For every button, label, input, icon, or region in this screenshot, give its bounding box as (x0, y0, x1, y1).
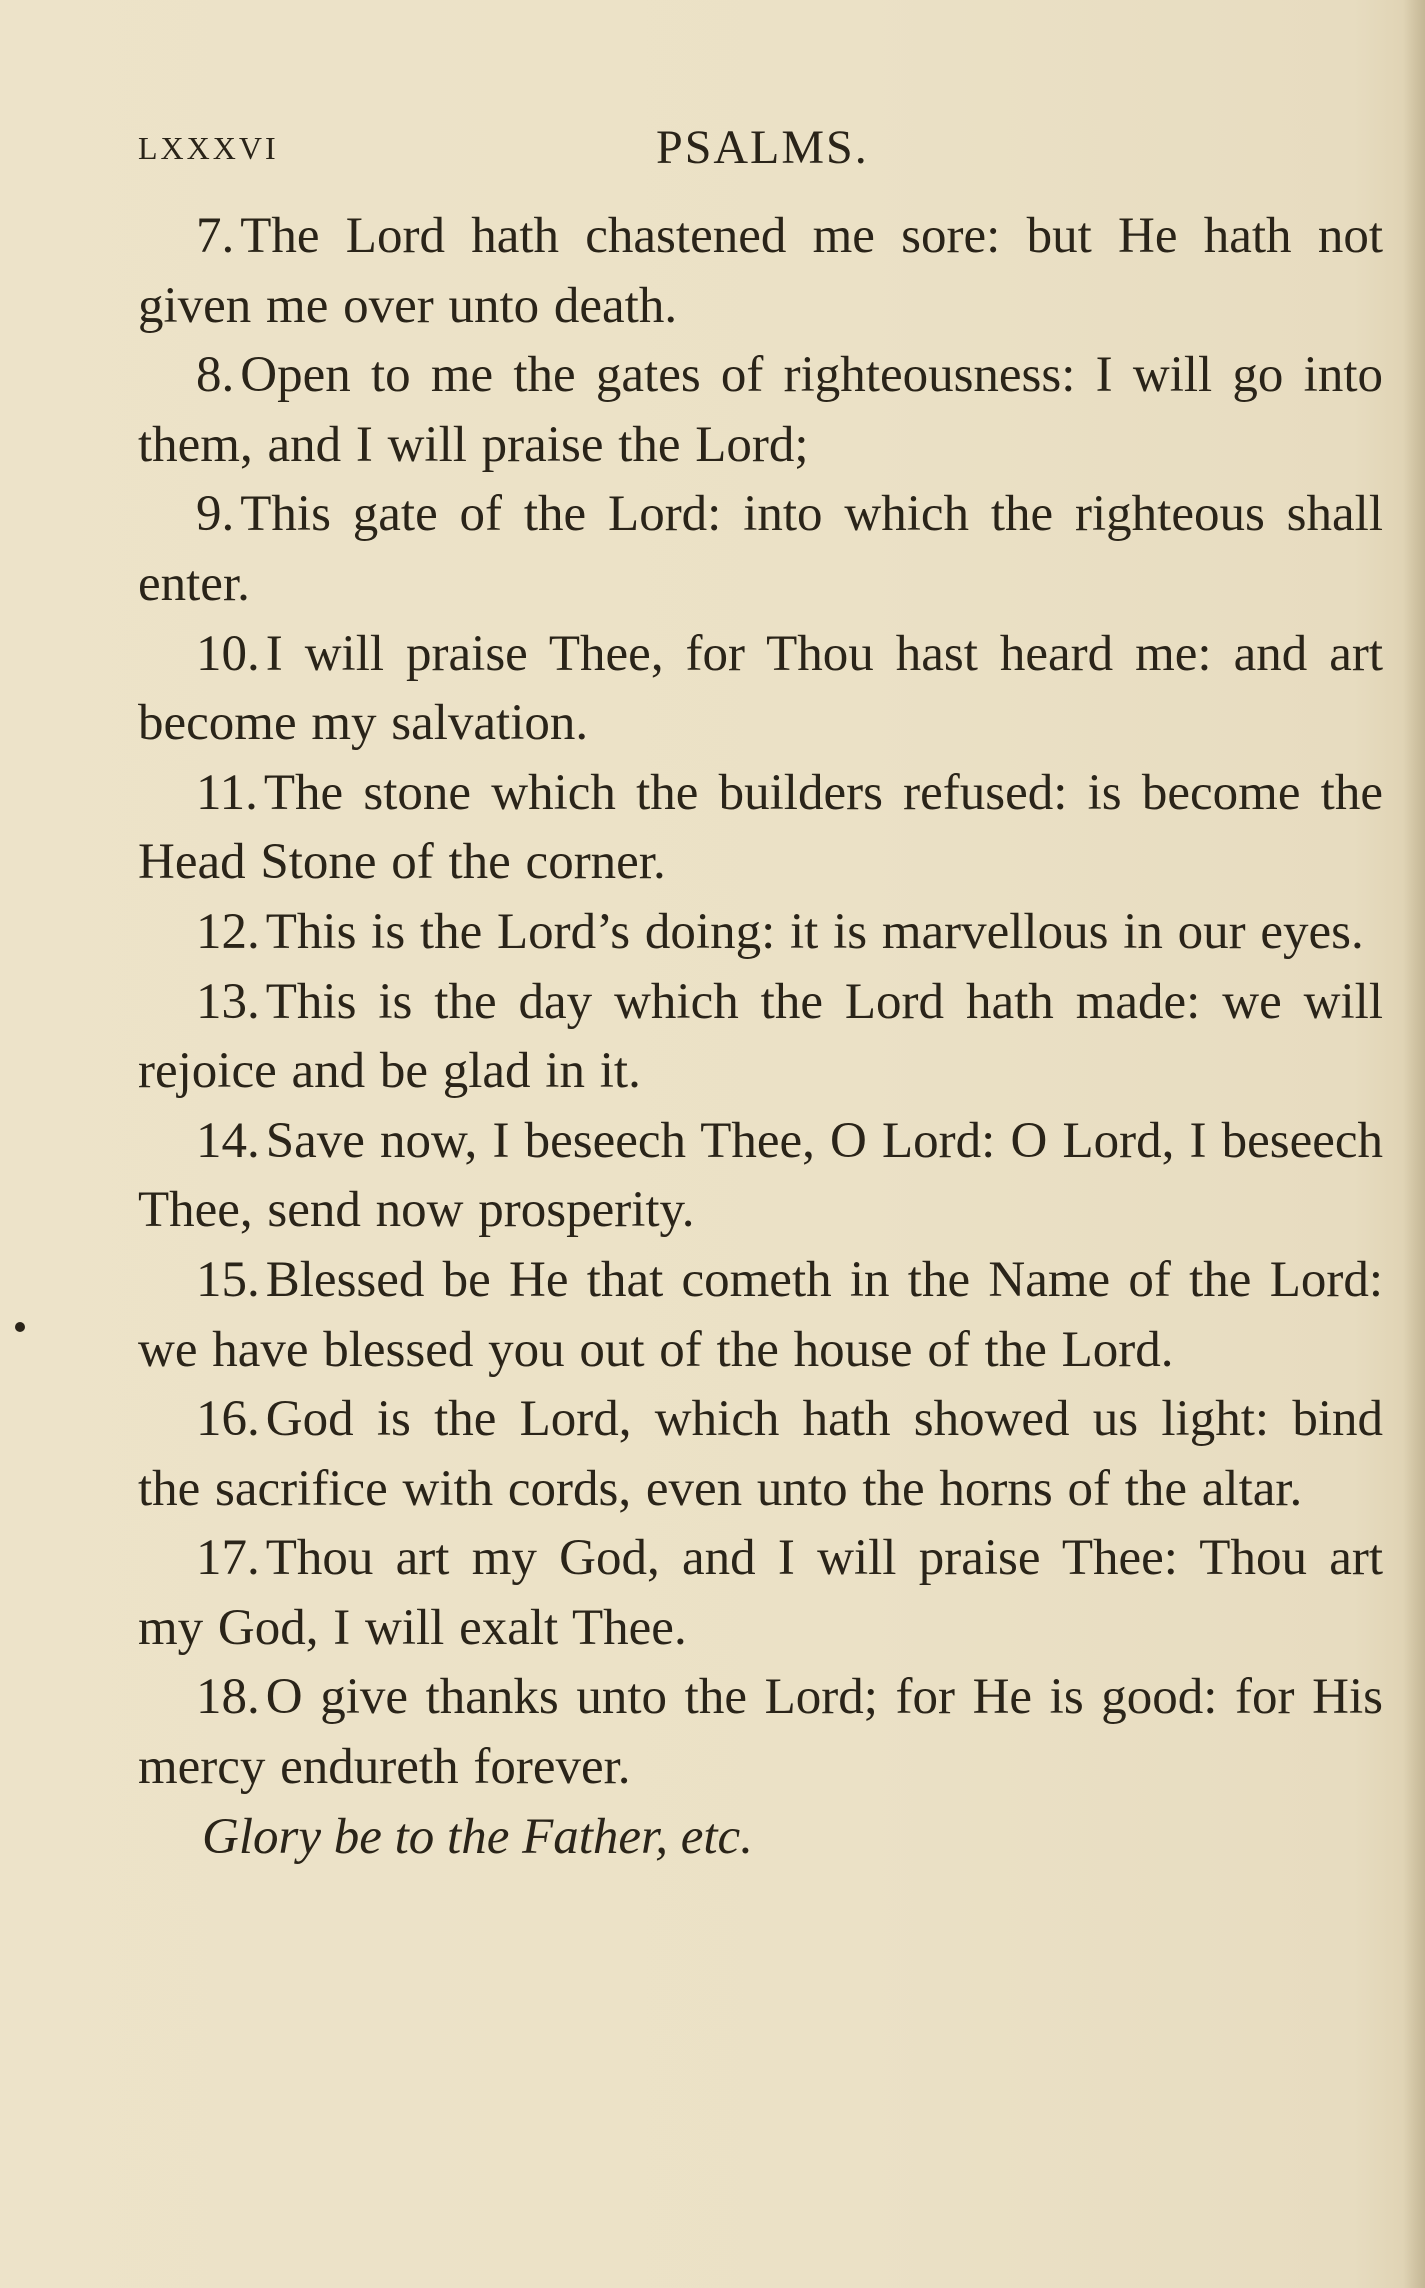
page-edge-shadow (1403, 0, 1425, 2288)
verse-number: 15. (196, 1251, 260, 1308)
verse (138, 341, 1383, 480)
verse-text: Thou art my God, and I will praise Thee: Thou art my God, I will exalt Thee. (138, 1530, 1383, 1656)
verse (138, 202, 1383, 341)
verse (138, 898, 1383, 968)
verse (138, 1385, 1383, 1524)
verse-text: Blessed be He that cometh in the Name of the Lord: we have blessed you out of the house of the Lord. (138, 1251, 1383, 1378)
page-number: LXXXVI (138, 130, 279, 166)
verse (138, 759, 1383, 898)
verse-text: Open to me the gates of righteousness: I will go into them, and I will praise the Lord; (138, 347, 1383, 473)
verse (138, 1524, 1383, 1663)
verse-text: I will praise Thee, for Thou hast heard me: and art become my salvation. (138, 625, 1383, 752)
verse-text: This gate of the Lord: into which the righteous shall enter. (138, 486, 1383, 612)
verse-number: 8. (196, 347, 235, 404)
verse (138, 1107, 1383, 1246)
verse-number: 14. (196, 1112, 260, 1169)
verse-number: 7. (196, 208, 235, 264)
verse-number: 12. (196, 903, 260, 960)
verse (138, 620, 1383, 759)
verse-text: Save now, I beseech Thee, O Lord: O Lord, I beseech Thee, send now prosperity. (138, 1112, 1383, 1239)
page-header (138, 120, 1383, 180)
verse (138, 1663, 1383, 1802)
verse (138, 968, 1383, 1107)
verse-number: 18. (196, 1669, 260, 1726)
psalm-text (138, 202, 1383, 1872)
verse-text: The stone which the builders refused: is become the Head Stone of the corner. (138, 764, 1383, 891)
verse-number: 10. (196, 625, 260, 682)
running-title: PSALMS. (656, 121, 869, 174)
gloria-patri: Glory be to the Father, etc. (202, 1808, 753, 1865)
verse (138, 1246, 1383, 1385)
verse (138, 480, 1383, 619)
verse-number: 16. (196, 1391, 260, 1448)
verse-number: 11. (196, 764, 258, 821)
verse-number: 13. (196, 973, 260, 1030)
verse-number: 9. (196, 486, 235, 543)
verse-text: This is the Lord’s doing: it is marvellous in our eyes. (265, 903, 1364, 960)
stray-ink-dot (15, 1322, 25, 1332)
verse-number: 17. (196, 1530, 260, 1587)
verse-text: This is the day which the Lord hath made: we will rejoice and be glad in it. (138, 973, 1383, 1100)
verse-text: The Lord hath chastened me sore: but He hath not given me over unto death. (138, 208, 1383, 334)
verse-text: O give thanks unto the Lord; for He is good: for His mercy endureth forever. (138, 1669, 1383, 1796)
verse-text: God is the Lord, which hath showed us light: bind the sacrifice with cords, even unto the horns of the altar. (138, 1391, 1383, 1517)
